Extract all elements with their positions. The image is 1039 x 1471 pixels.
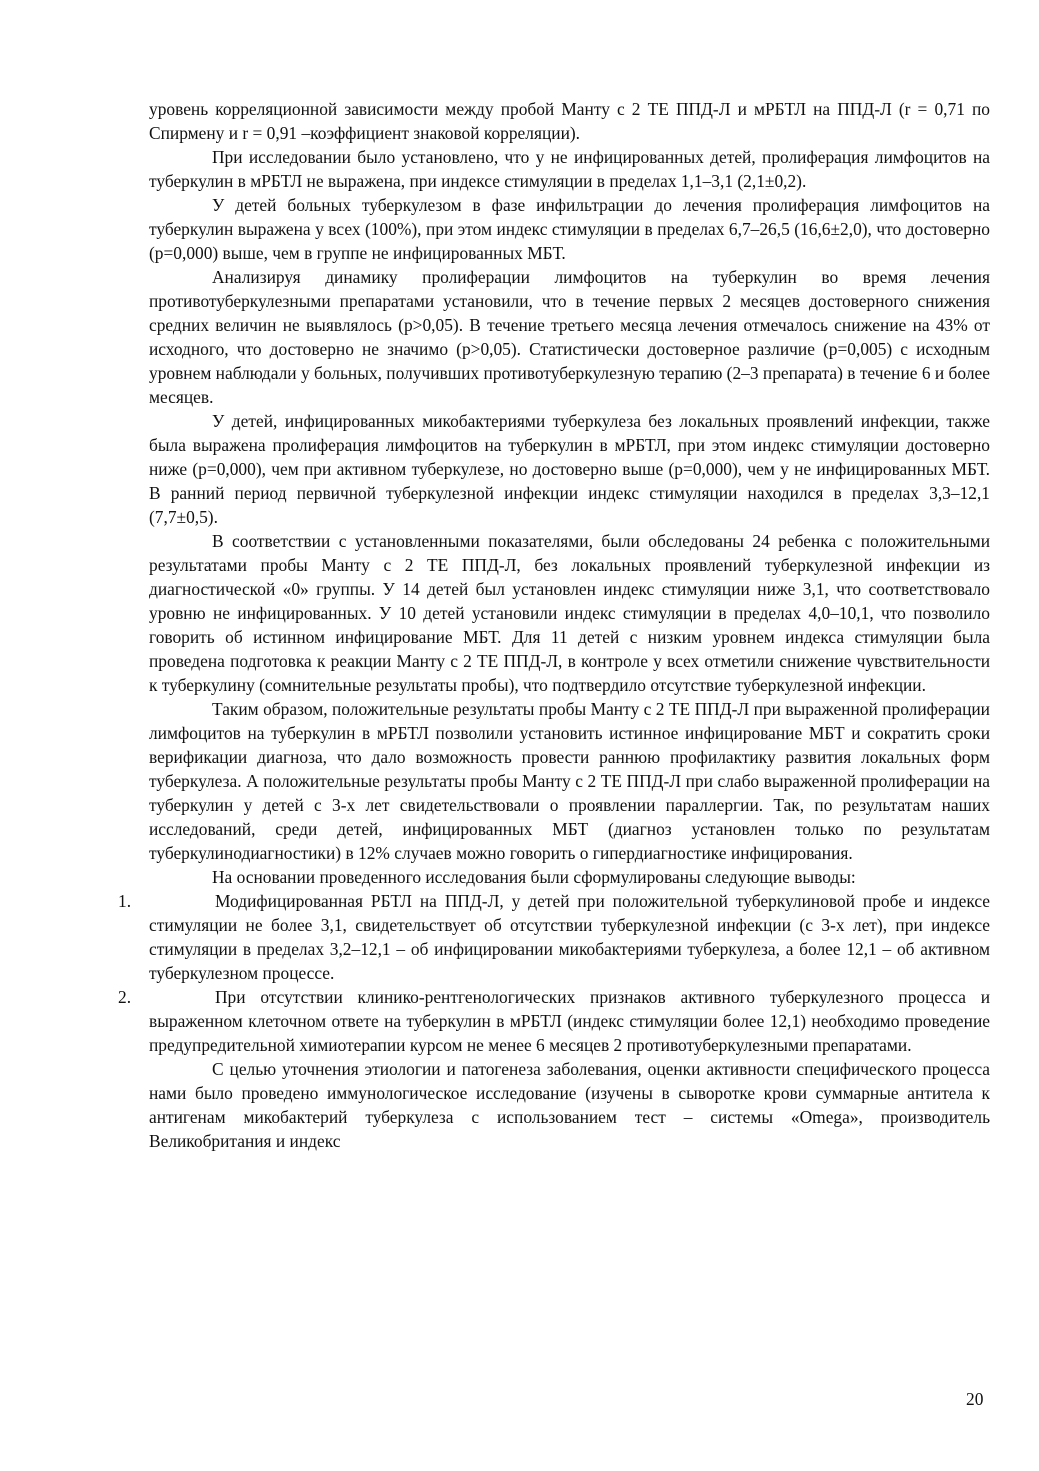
page-body (118, 97, 990, 1153)
paragraph-continued: уровень корреляционной зависимости между пробой Манту с 2 ТЕ ППД-Л и мРБТЛ на ППД-Л (r = 0,71 по Спирмену и r = 0,91 –коэффициент знаковой корреляции). (149, 99, 990, 143)
conclusion-item-1 (118, 889, 990, 985)
conclusion-number: 1. (118, 891, 132, 911)
paragraph-treatment-dynamics: Анализируя динамику пролиферации лимфоцитов на туберкулин во время лечения противотуберкулезными препаратами установили, что в течение первых 2 месяцев достоверного снижения средних величин не выявлялось (р>0,05). В течение третьего месяца лечения отмечалось снижение на 43% от исходного, что достоверно не значимо (р>0,05). Статистически достоверное различие (р=0,005) с исходным уровнем наблюдали у больных, получивших противотуберкулезную терапию (2–3 препарата) в течение 6 и более месяцев. (149, 267, 990, 407)
page-number: 20 (966, 1389, 984, 1409)
conclusion-text: Модифицированная РБТЛ на ППД-Л, у детей при положительной туберкулиновой пробе и индексе стимуляции не более 3,1, свидетельствует об отсутствии туберкулезной инфекции (с 3-х лет), при индексе стимуляции в пределах 3,2–12,1 – об инфицировании микобактериями туберкулеза, а более 12,1 – об активном туберкулезном процессе. (149, 891, 990, 983)
paragraph-uninfected-children: При исследовании было установлено, что у не инфицированных детей, пролиферация лимфоцитов на туберкулин в мРБТЛ не выражена, при индексе стимуляции в пределах 1,1–3,1 (2,1±0,2). (149, 147, 990, 191)
paragraph-infected-children: У детей, инфицированных микобактериями туберкулеза без локальных проявлений инфекции, также была выражена пролиферация лимфоцитов на туберкулин в мРБТЛ, при этом индекс стимуляции достоверно ниже (р=0,000), чем при активном туберкулезе, но достоверно выше (р=0,000), чем у не инфицированных МБТ. В ранний период первичной туберкулезной инфекции индекс стимуляции находился в пределах 3,3–12,1 (7,7±0,5). (149, 411, 990, 527)
conclusion-item-2 (118, 985, 990, 1057)
paragraph-conclusions-intro: На основании проведенного исследования были сформулированы следующие выводы: (212, 867, 856, 887)
conclusion-number: 2. (118, 987, 132, 1007)
paragraph-examined-group: В соответствии с установленными показателями, были обследованы 24 ребенка с положительными результатами пробы Манту с 2 ТЕ ППД-Л, без локальных проявлений туберкулезной инфекции из диагностической «0» группы. У 14 детей был установлен индекс стимуляции ниже 3,1, что соответствовало уровню не инфицированных. У 10 детей установили индекс стимуляции в пределах 4,0–10,1, что позволило говорить об истинном инфицирование МБТ. Для 11 детей с низким уровнем индекса стимуляции была проведена подготовка к реакции Манту с 2 ТЕ ППД-Л, в контроле у всех отметили снижение чувствительности к туберкулину (сомнительные результаты пробы), что подтвердило отсутствие туберкулезной инфекции. (149, 531, 990, 695)
paragraph-summary: Таким образом, положительные результаты пробы Манту с 2 ТЕ ППД-Л при выраженной пролиферации лимфоцитов на туберкулин в мРБТЛ позволили установить истинное инфицирование МБТ и сократить сроки верификации диагноза, что дало возможность провести раннюю профилактику развития локальных форм туберкулеза. А положительные результаты пробы Манту с 2 ТЕ ППД-Л при слабо выраженной пролиферации на туберкулин у детей с 3-х лет свидетельствовали о проявлении параллергии. Так, по результатам наших исследований, среди детей, инфицированных МБТ (диагноз установлен только по результатам туберкулинодиагностики) в 12% случаев можно говорить о гипердиагностике инфицирования. (149, 699, 990, 863)
paragraph-infiltration-phase: У детей больных туберкулезом в фазе инфильтрации до лечения пролиферация лимфоцитов на туберкулин выражена у всех (100%), при этом индекс стимуляции в пределах 6,7–26,5 (16,6±2,0), что достоверно (р=0,000) выше, чем в группе не инфицированных МБТ. (149, 195, 990, 263)
conclusion-text: При отсутствии клинико-рентгенологических признаков активного туберкулезного процесса и выраженном клеточном ответе на туберкулин в мРБТЛ (индекс стимуляции более 12,1) необходимо проведение предупредительной химиотерапии курсом не менее 6 месяцев 2 противотуберкулезными препаратами. (149, 987, 990, 1055)
paragraph-immunological-study: С целью уточнения этиологии и патогенеза заболевания, оценки активности специфического процесса нами было проведено иммунологическое исследование (изучены в сыворотке крови суммарные антитела к антигенам микобактерий туберкулеза с использованием тест – системы «Omega», производитель Великобритания и индекс (149, 1059, 990, 1151)
